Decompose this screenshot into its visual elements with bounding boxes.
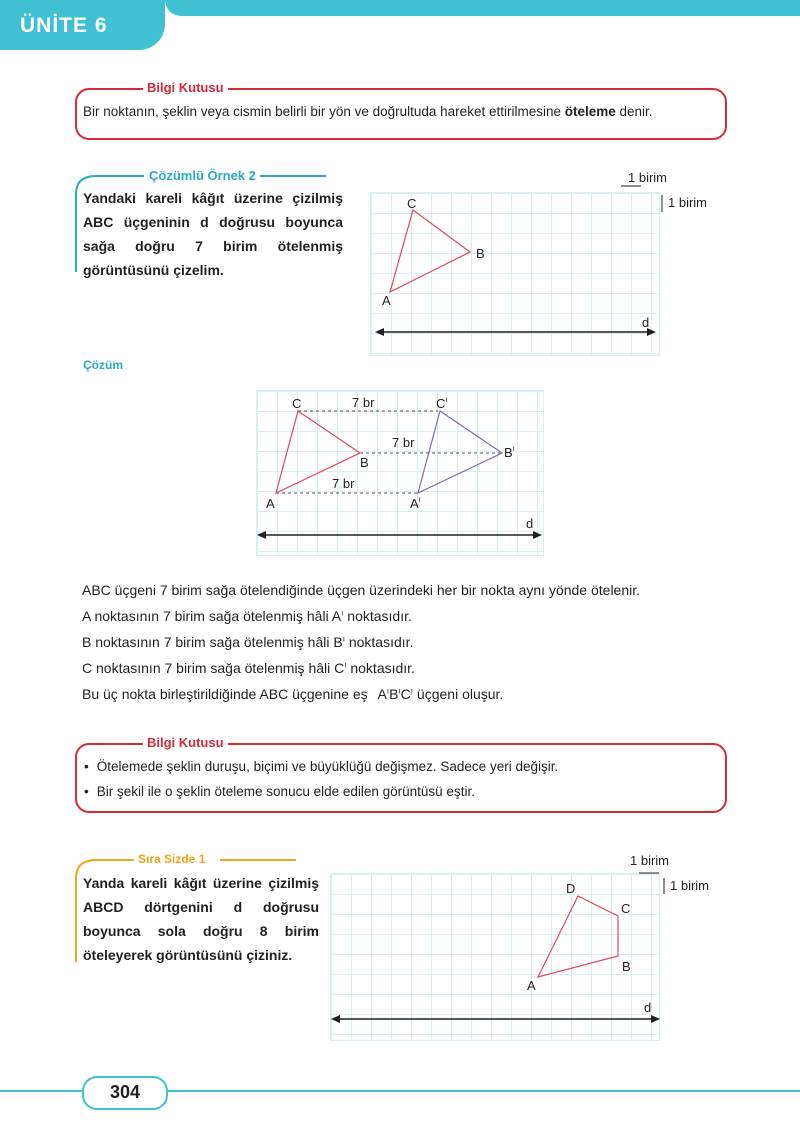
info-box-title: Bilgi Kutusu [143,80,228,95]
solution-line-2-text: A noktasının 7 birim sağa ötelenmiş hâli A [82,608,342,624]
definition-text [83,103,713,121]
solution-line-2 [82,608,412,624]
definition-text-end: denir. [615,104,653,119]
solution-line-3-text: B noktasının 7 birim sağa ötelenmiş hâli B [82,634,343,650]
sol-label-c: C [292,396,302,411]
image-triangle-name: $A^ıB^ıC^ı$ [377,686,414,702]
line-d-arrow-left [375,328,384,336]
sol-label-c1: $C^ı$ [436,395,448,411]
label-b: B [476,246,485,261]
label-d-vertex: D [566,881,576,896]
unit-h-label: 1 birim [630,853,670,868]
unit-h-label: 1 birim [628,170,668,185]
label-d-line: d [644,1000,652,1015]
triangle-image [418,411,502,493]
property-text-1: Ötelemede şeklin duruşu, biçimi ve büyüklüğü değişmez. Sadece yeri değişir. [96,759,559,774]
unit-v-label: 1 birim [670,878,710,893]
sol-label-b: B [360,455,369,470]
sol-label-b1: $B^ı$ [504,444,515,460]
line-d-arrow-right [651,1015,660,1023]
line-d-arrow-left [331,1015,340,1023]
sol-label-a1: $A^ı$ [410,495,421,511]
solution-line-5-end: üçgeni oluşur. [413,686,504,702]
distance-label-a: 7 br [332,476,355,491]
label-a: A [527,978,536,993]
unit-v-label: 1 birim [668,195,708,210]
info-box-title-line [222,88,422,89]
definition-keyword: öteleme [564,104,616,119]
solution-line-5 [82,686,503,702]
solution-line-3-suffix: noktasıdır. [344,634,414,650]
triangle-abc [390,210,470,292]
info-box-properties [75,743,727,813]
prime-mark: ı [344,660,347,670]
example-text: Yandaki kareli kâğıt üzerine çizilmiş ABC üçgeninin d doğrusu boyunca sağa doğru 7 birim ötelenmiş görüntüsünü çizelim. [83,190,343,278]
prime-mark: ı [341,608,344,618]
solution-line-5-text: Bu üç nokta birleştirildiğinde ABC üçgenine eş [82,686,372,702]
definition-text-start: Bir noktanın, şeklin veya cismin belirli bir yön ve doğrultuda hareket ettirilmesine [83,104,565,119]
sol-label-a: A [266,496,275,511]
solution-line-4 [82,660,415,676]
example-figure [370,170,730,360]
distance-label-b: 7 br [392,435,415,450]
label-b: B [622,959,631,974]
label-c: C [621,901,631,916]
example-title: Çözümlü Örnek 2 [149,168,256,183]
property-bullet-1 [84,758,714,776]
bullet-dot: • [84,759,89,774]
solution-title: Çözüm [83,358,123,372]
info-box-2-title: Bilgi Kutusu [143,735,228,750]
solution-figure [256,390,546,558]
quadrilateral-abcd [538,896,618,977]
unit-title: ÜNİTE 6 [20,14,108,37]
solution-line-2-suffix: noktasıdır. [343,608,412,624]
line-d-arrow-right [533,531,542,539]
page-number: 304 [109,1082,141,1102]
label-a: A [382,293,391,308]
line-d-arrow-left [257,531,266,539]
practice-text: Yanda kareli kâğıt üzerine çizilmiş ABCD dörtgenini d doğrusu boyunca sola doğru 8 birim öteleyerek görüntüsünü çiziniz. [83,875,319,963]
solution-line-1: ABC üçgeni 7 birim sağa ötelendiğinde üçgen üzerindeki her bir nokta aynı yönde ötelenir. [82,582,641,598]
distance-label-c: 7 br [352,395,375,410]
property-text-2: Bir şekil ile o şeklin öteleme sonucu elde edilen görüntüsü eştir. [96,784,475,799]
prime-mark: ı [342,634,345,644]
practice-figure [330,850,730,1040]
solution-line-4-text: C noktasının 7 birim sağa ötelenmiş hâli C [82,660,345,676]
label-c: C [407,196,417,211]
solution-line-3 [82,634,413,650]
solution-line-4-suffix: noktasıdır. [346,660,415,676]
bullet-dot: • [84,784,89,799]
sol-label-d: d [526,516,534,531]
header-stripe [165,0,800,16]
label-d: d [642,315,650,330]
practice-title: Sıra Sizde 1 [138,852,206,866]
property-bullet-2 [84,783,714,801]
